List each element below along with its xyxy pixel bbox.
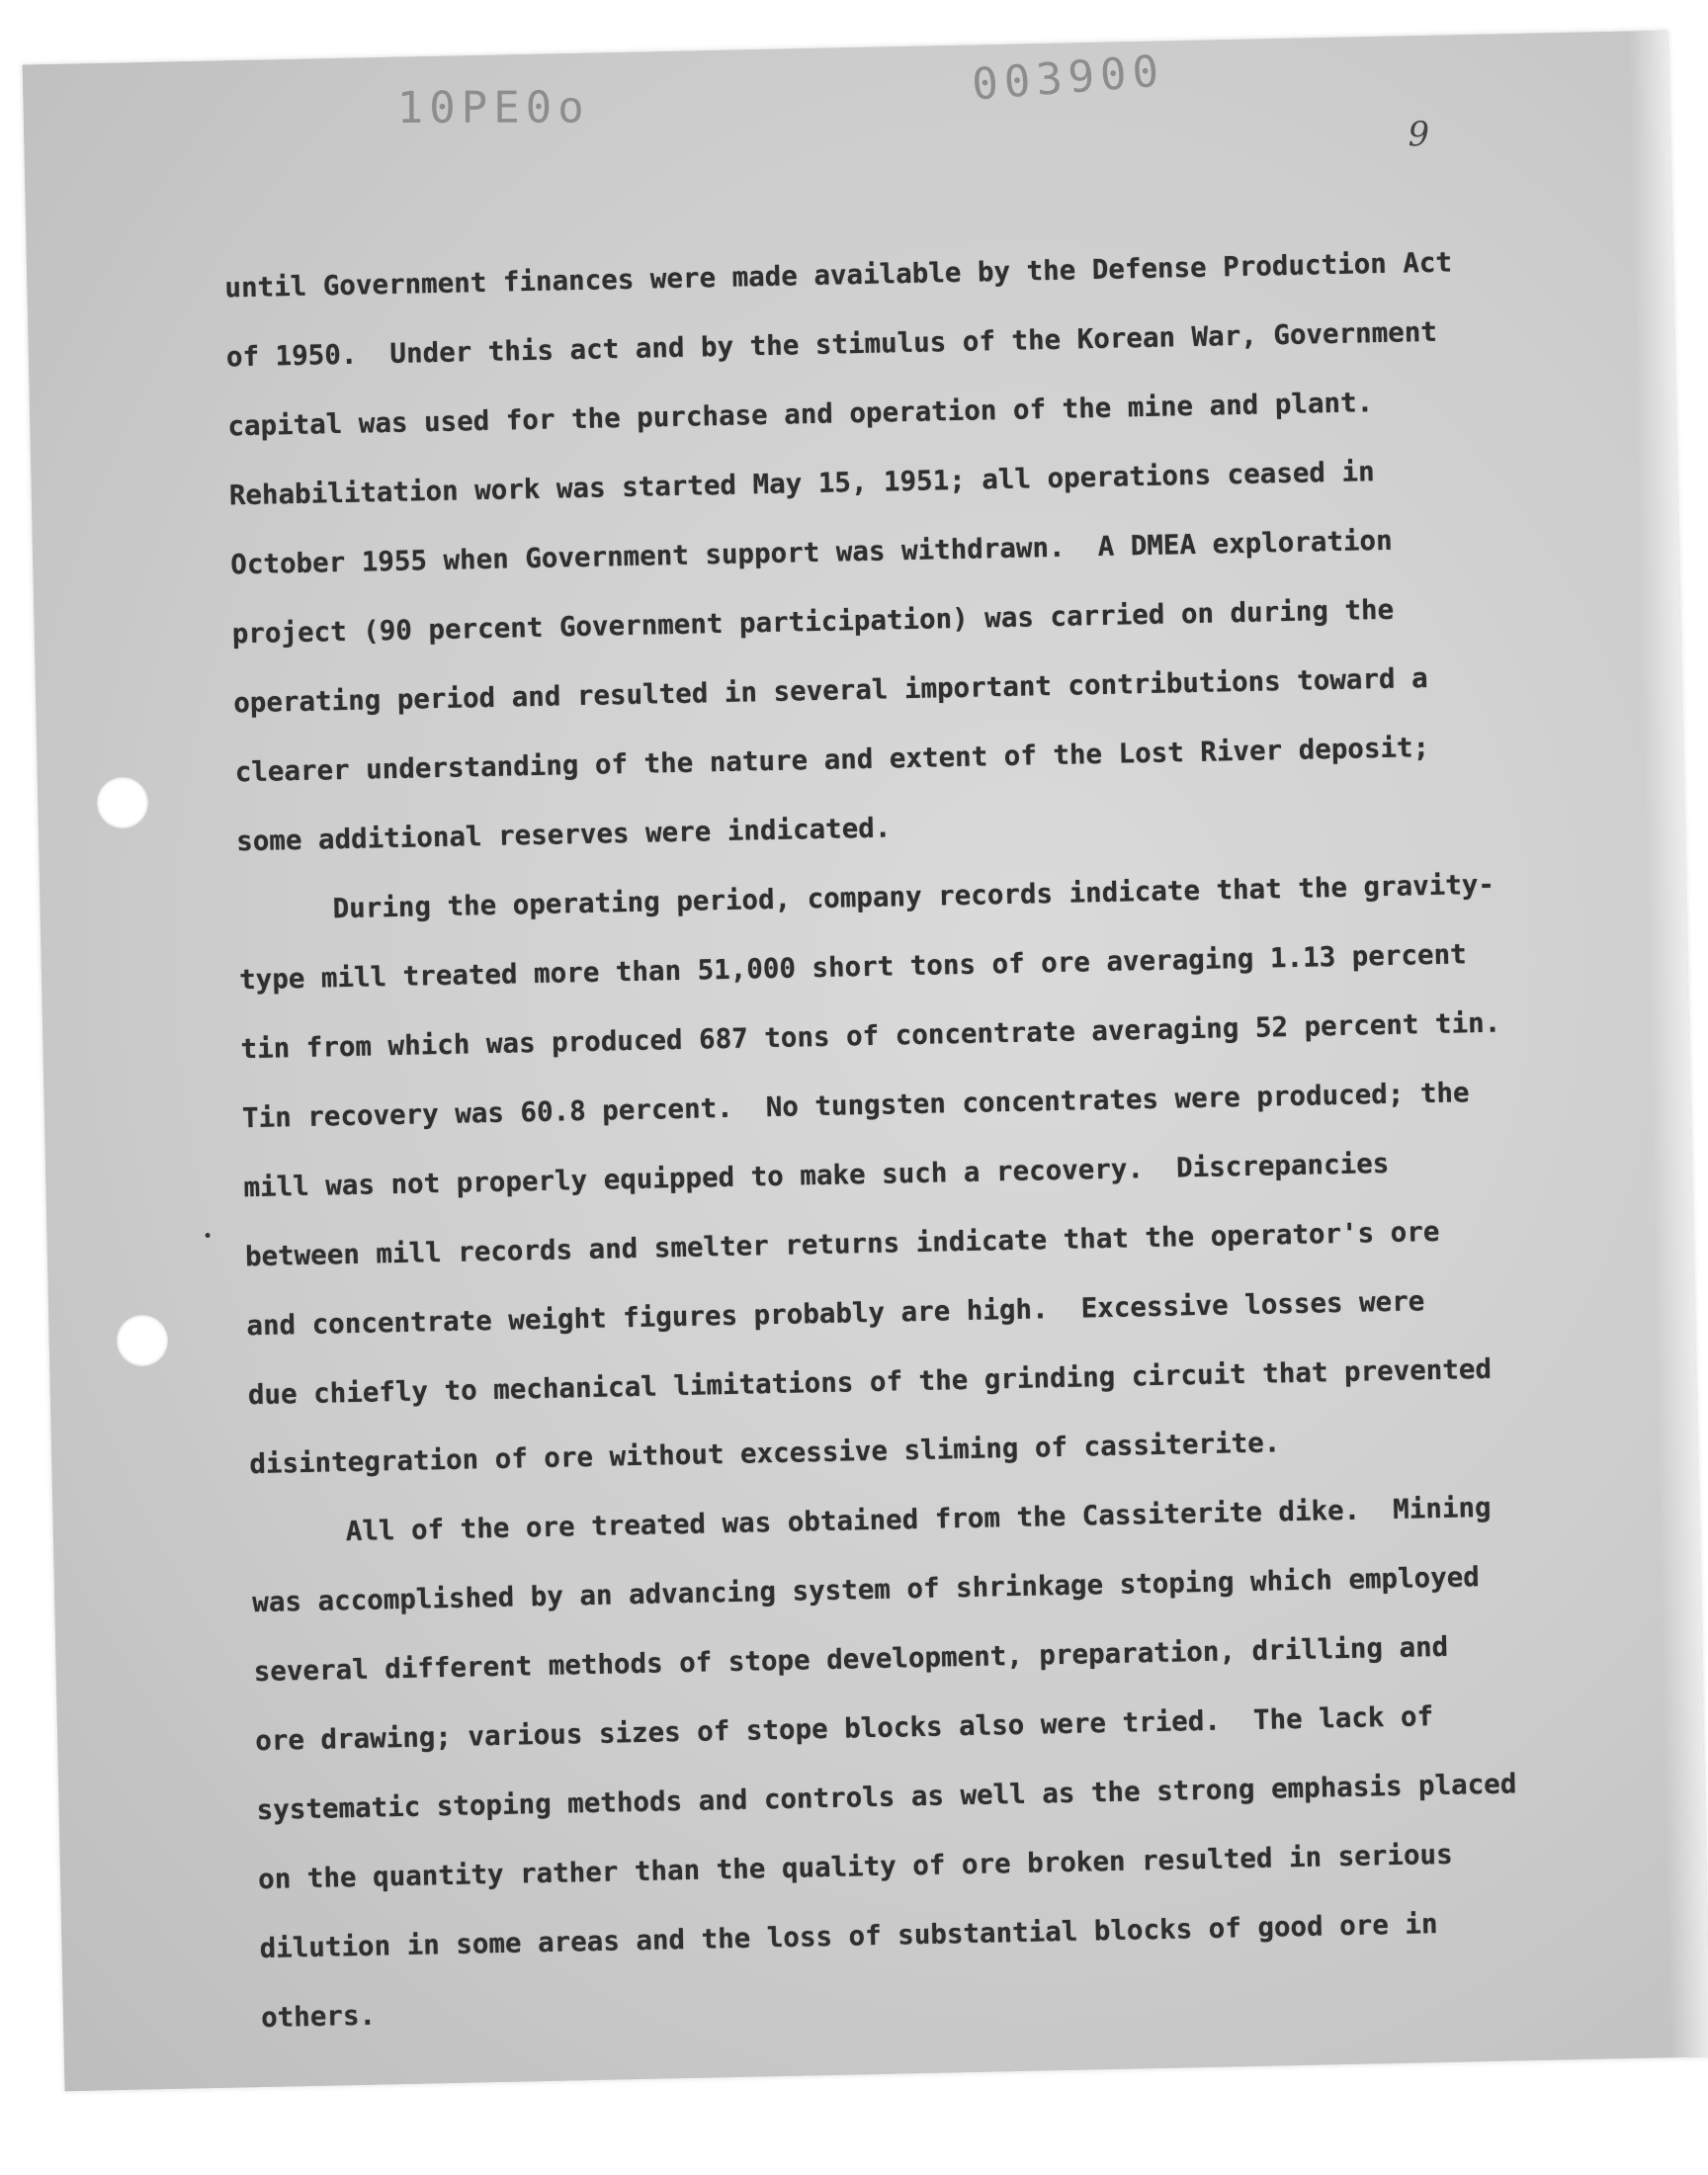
text-line: Rehabilitation work was started May 15, 1951; all operations ceased in	[228, 456, 1375, 512]
text-line: systematic stoping methods and controls as well as the strong emphasis placed	[256, 1768, 1517, 1827]
text-line: ore drawing; various sizes of stope blocks also were tried. The lack of	[254, 1700, 1434, 1758]
text-line: between mill records and smelter returns indicate that the operator's ore	[244, 1215, 1440, 1273]
punch-hole-upper	[97, 777, 148, 828]
text-line: due chiefly to mechanical limitations of the grinding circuit that prevented	[247, 1352, 1493, 1412]
text-line: project (90 percent Government participation) was carried on during the	[231, 593, 1395, 651]
text-line: mill was not properly equipped to make such a recovery. Discrepancies	[243, 1147, 1390, 1204]
text-line: others.	[260, 1999, 377, 2035]
archive-stamp-right: 003900	[970, 45, 1166, 111]
text-line: and concentrate weight figures probably are high. Excessive losses were	[246, 1285, 1425, 1343]
text-line: All of the ore treated was obtained from the Cassiterite dike. Mining	[345, 1491, 1492, 1548]
text-line: Tin recovery was 60.8 percent. No tungsten concentrates were produced; the	[241, 1077, 1470, 1135]
text-line: of 1950. Under this act and by the stimulus of the Korean War, Government	[225, 315, 1438, 374]
paragraph-1	[224, 225, 1562, 876]
body-text	[224, 225, 1586, 2052]
text-line: capital was used for the purchase and operation of the mine and plant.	[227, 387, 1374, 443]
text-line: October 1955 when Government support was withdrawn. A DMEA exploration	[230, 524, 1393, 581]
page-number: 9	[1408, 114, 1430, 155]
paragraph-3	[250, 1471, 1585, 2052]
text-line: dilution in some areas and the loss of substantial blocks of good ore in	[259, 1908, 1438, 1965]
text-line: type mill treated more than 51,000 short tons of ore averaging 1.13 percent	[238, 938, 1467, 997]
ink-speck	[205, 1233, 210, 1238]
text-line: clearer understanding of the nature and extent of the Lost River deposit;	[234, 732, 1430, 789]
text-line: During the operating period, company records indicate that the gravity-	[332, 868, 1495, 925]
text-line: until Government finances were made available by the Defense Production Act	[224, 246, 1453, 304]
paragraph-2	[237, 848, 1575, 1499]
typewritten-page	[23, 31, 1708, 2091]
text-line: was accomplished by an advancing system of shrinkage stoping which employed	[252, 1561, 1481, 1619]
text-line: some additional reserves were indicated.	[235, 812, 892, 858]
text-line: disintegration of ore without excessive sliming of cassiterite.	[249, 1427, 1281, 1481]
text-line: on the quantity rather than the quality of ore broken resulted in serious	[257, 1838, 1453, 1896]
archive-stamp-left: 10PE0o	[396, 82, 590, 134]
text-line: several different methods of stope development, preparation, drilling and	[253, 1630, 1449, 1689]
text-line: operating period and resulted in several important contributions toward a	[232, 662, 1428, 720]
text-line: tin from which was produced 687 tons of concentrate averaging 52 percent tin.	[240, 1006, 1501, 1066]
punch-hole-lower	[117, 1315, 168, 1366]
